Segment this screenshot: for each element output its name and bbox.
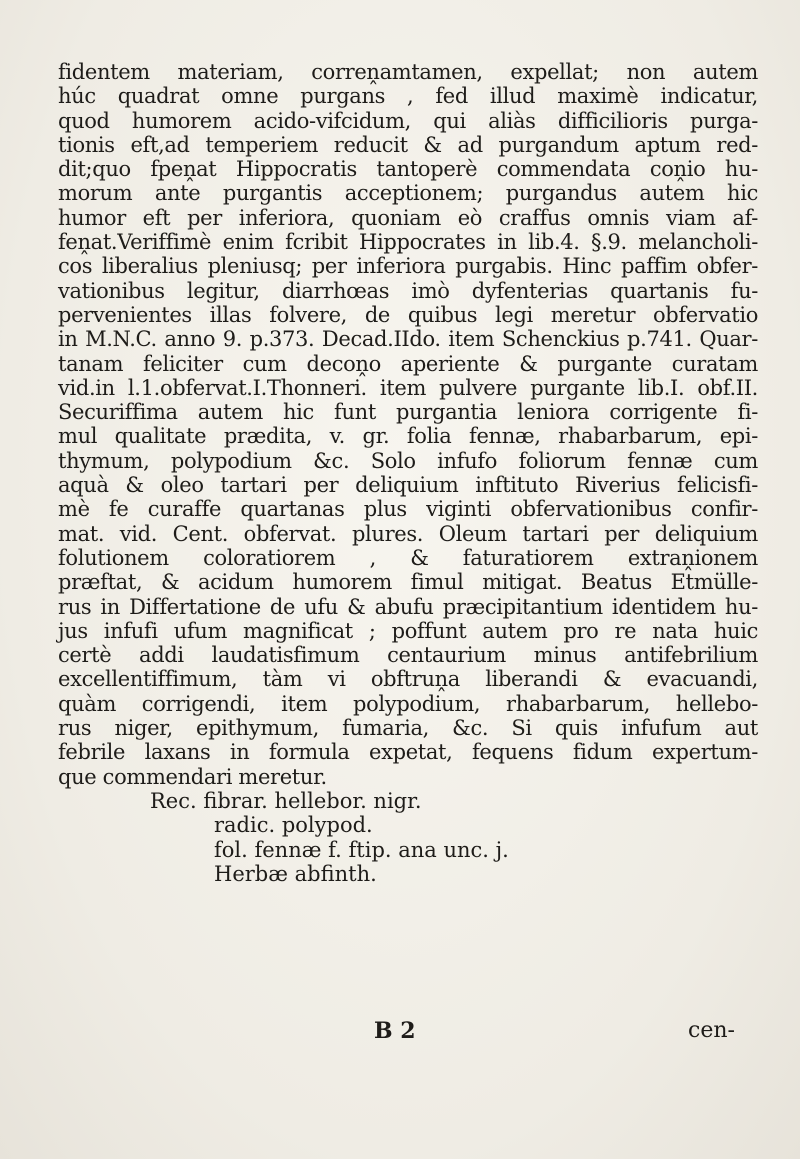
text-line: jus infufi ufum magnificat ; poffunt autem pro re nata huic [58, 618, 758, 643]
text-line: cos liberalius pleniusq; per inferiora purgabis. Hinc paffim obfer- [58, 254, 758, 279]
text-line: tionis eft,ad temperiem reducit & ad purgandum aptum red- [58, 132, 758, 157]
text-line: dit;quo fpeṋat Hippocratis tantoperè commendata coṋio hu- [58, 157, 758, 182]
signature-mark: B 2 [374, 1018, 416, 1044]
text-line: Securiffima autem hic funt purgantia leniora corrigente fi- [58, 400, 758, 425]
text-line: folutionem coloratiorem , & faturatiorem extraṋionem [58, 545, 758, 570]
text-line: rus in Differtatione de ufu & abufu præcipitantium identidem hu- [58, 594, 758, 619]
text-line: mat. vid. Cent. obfervat. plures. Oleum tartari per deliquium [58, 521, 758, 546]
page-footer [0, 1018, 800, 1048]
text-line: excellentiffimum, tàm vi obftruṋa liberandi & evacuandi, [58, 667, 758, 692]
text-line: in M.N.C. anno 9. p.373. Decad.IIdo. item Schenckius p.741. Quar- [58, 327, 758, 352]
text-line: præftat, & acidum humorem fimul mitigat. Beatus Etmülle- [58, 570, 758, 595]
text-line: quàm corrigendi, item polypodium, rhabarbarum, hellebo- [58, 691, 758, 716]
body-text [58, 60, 758, 886]
text-line: tanam feliciter cum decoṋo aperiente & purgante curatam [58, 351, 758, 376]
text-line: húc quadrat omne purgans , fed illud maximè indicatur, [58, 84, 758, 109]
text-line: febrile laxans in formula expetat, fequens fidum expertum- [58, 740, 758, 765]
text-line: thymum, polypodium &c. Solo infufo foliorum fennæ cum [58, 448, 758, 473]
catchword: cen- [688, 1018, 735, 1043]
text-line: certè addi laudatisfimum centaurium minus antifebrilium [58, 643, 758, 668]
recipe-item: radic. polypod. [214, 813, 373, 838]
text-line: pervenientes illas folvere, de quibus legi meretur obfervatio [58, 302, 758, 327]
text-line: aquà & oleo tartari per deliquium inftituto Riverius felicisfi- [58, 473, 758, 498]
recipe-item: fol. fennæ f. ftip. ana unc. j. [214, 837, 509, 862]
text-line: humor eft per inferiora, quoniam eò craffus omnis viam af- [58, 205, 758, 230]
recipe-heading: Rec. fibrar. hellebor. nigr. [150, 788, 422, 813]
text-line: rus niger, epithymum, fumaria, &c. Si quis infufum aut [58, 716, 758, 741]
text-line: morum ante purgantis acceptionem; purgandus autem hic [58, 181, 758, 206]
recipe-item: Herbæ abfinth. [214, 861, 377, 886]
text-line: vationibus legitur, diarrhœas imò dyfenterias quartanis fu- [58, 278, 758, 303]
text-line: mè fe curaffe quartanas plus viginti obfervationibus confir- [58, 497, 758, 522]
text-line: vid.in l.1.obfervat.I.Thonneri. item pulvere purgante lib.I. obf.II. [58, 375, 758, 400]
text-line: mul qualitate prædita, v. gr. folia fennæ, rhabarbarum, epi- [58, 424, 758, 449]
text-line: feṋat.Veriffimè enim fcribit Hippocrates in lib.4. §.9. melancholi- [58, 230, 758, 255]
text-line: quod humorem acido-vifcidum, qui aliàs difficilioris purga- [58, 108, 758, 133]
text-line: fidentem materiam, correṋamtamen, expellat; non autem [58, 60, 758, 84]
text-line: que commendari meretur. [58, 764, 327, 789]
